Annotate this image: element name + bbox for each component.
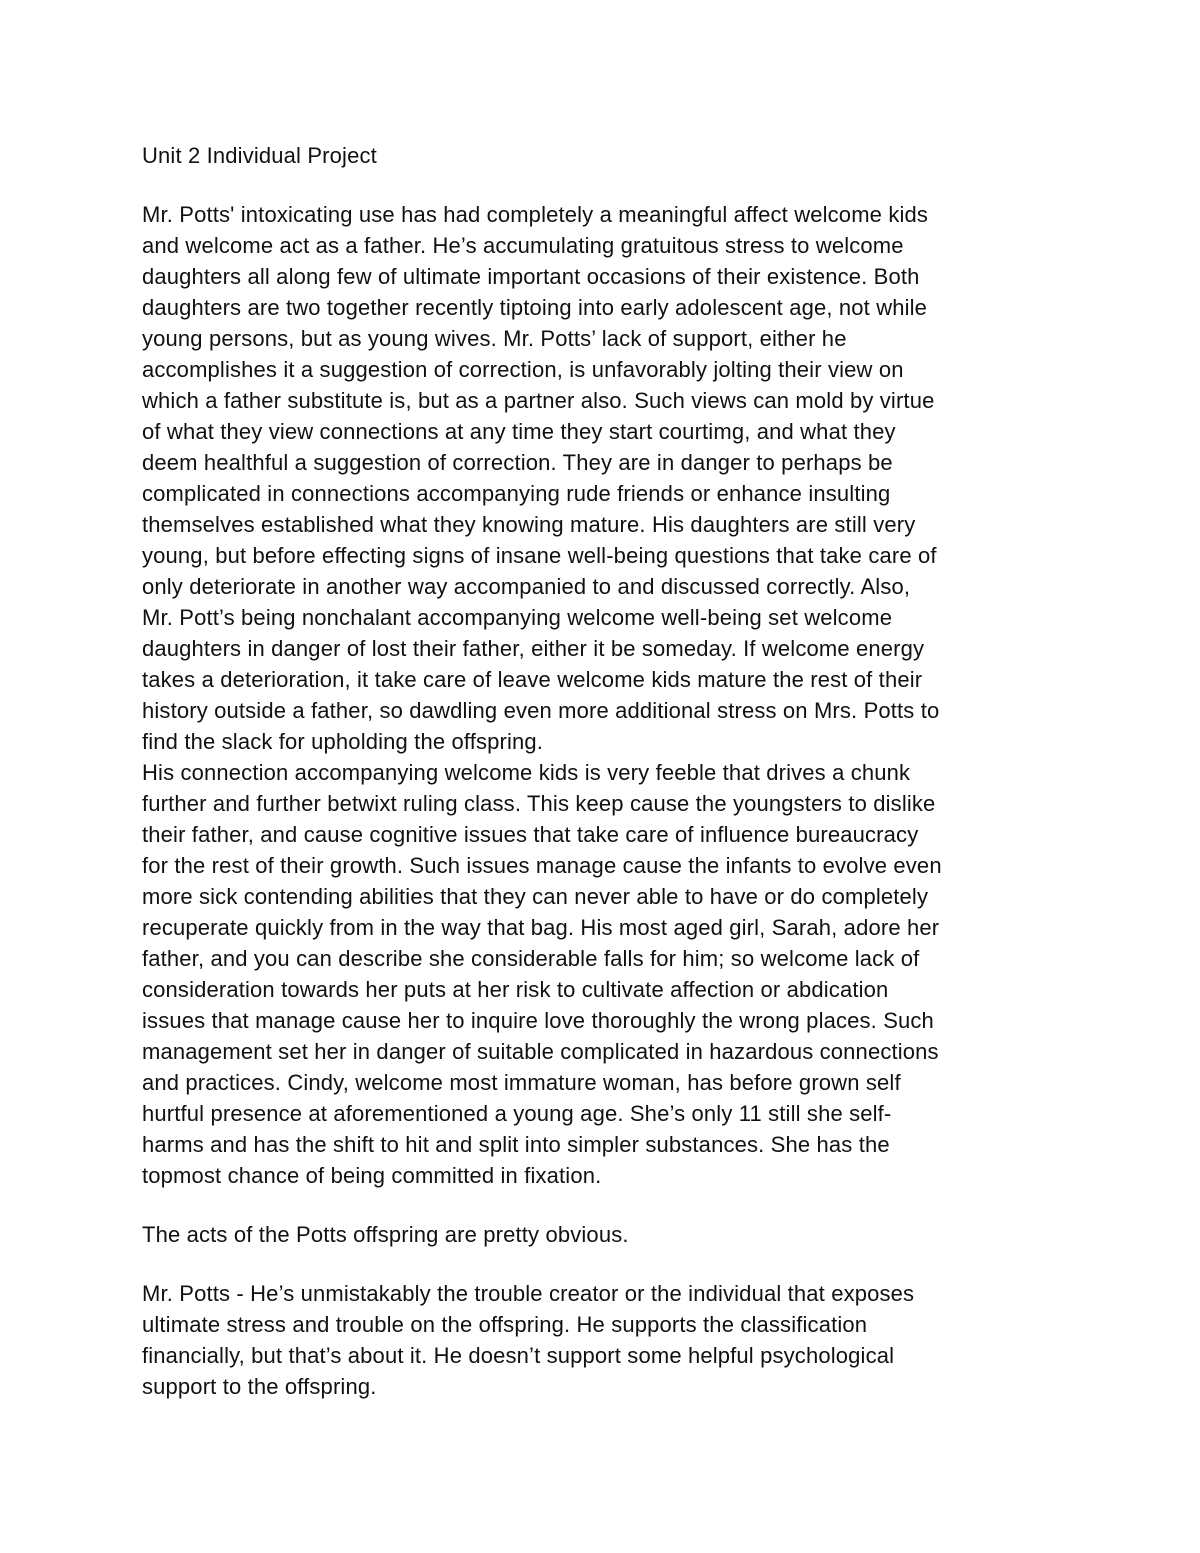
text-line: hurtful presence at aforementioned a young age. She’s only 11 still she self- (142, 1101, 892, 1126)
text-line: recuperate quickly from in the way that bag. His most aged girl, Sarah, adore her (142, 915, 940, 940)
text-line: father, and you can describe she considerable falls for him; so welcome lack of (142, 946, 920, 971)
document-page (142, 140, 1072, 1402)
text-line: only deteriorate in another way accompanied to and discussed correctly. Also, (142, 574, 911, 599)
text-line: Mr. Pott’s being nonchalant accompanying welcome well-being set welcome (142, 605, 893, 630)
text-line: topmost chance of being committed in fixation. (142, 1163, 602, 1188)
text-line: consideration towards her puts at her risk to cultivate affection or abdication (142, 977, 889, 1002)
text-line: complicated in connections accompanying rude friends or enhance insulting (142, 481, 891, 506)
paragraph-4 (142, 1278, 1072, 1402)
text-line: Mr. Potts' intoxicating use has had completely a meaningful affect welcome kids (142, 202, 929, 227)
text-line: ultimate stress and trouble on the offspring. He supports the classification (142, 1312, 868, 1337)
text-line: management set her in danger of suitable complicated in hazardous connections (142, 1039, 939, 1064)
document-title: Unit 2 Individual Project (142, 143, 377, 168)
text-line: deem healthful a suggestion of correction. They are in danger to perhaps be (142, 450, 893, 475)
text-line: history outside a father, so dawdling even more additional stress on Mrs. Potts to (142, 698, 940, 723)
text-line: of what they view connections at any time they start courtimg, and what they (142, 419, 896, 444)
text-line: takes a deterioration, it take care of leave welcome kids mature the rest of their (142, 667, 923, 692)
text-line: young, but before effecting signs of insane well-being questions that take care of (142, 543, 937, 568)
text-line: harms and has the shift to hit and split into simpler substances. She has the (142, 1132, 890, 1157)
text-line: financially, but that’s about it. He doesn’t support some helpful psychological (142, 1343, 895, 1368)
text-line: support to the offspring. (142, 1374, 377, 1399)
text-line: further and further betwixt ruling class. This keep cause the youngsters to dislike (142, 791, 936, 816)
text-line: more sick contending abilities that they can never able to have or do completely (142, 884, 929, 909)
text-line: daughters are two together recently tiptoing into early adolescent age, not while (142, 295, 928, 320)
text-line: accomplishes it a suggestion of correction, is unfavorably jolting their view on (142, 357, 904, 382)
paragraph-3 (142, 1219, 1072, 1250)
text-line: find the slack for upholding the offspring. (142, 729, 544, 754)
text-line: daughters in danger of lost their father, either it be someday. If welcome energy (142, 636, 925, 661)
text-line: themselves established what they knowing mature. His daughters are still very (142, 512, 916, 537)
text-line: and welcome act as a father. He’s accumulating gratuitous stress to welcome (142, 233, 904, 258)
paragraph-spacer (142, 1191, 1072, 1219)
text-line: which a father substitute is, but as a partner also. Such views can mold by virtue (142, 388, 935, 413)
text-line: Mr. Potts - He’s unmistakably the trouble creator or the individual that exposes (142, 1281, 915, 1306)
text-line: His connection accompanying welcome kids is very feeble that drives a chunk (142, 760, 911, 785)
paragraph-1 (142, 199, 1072, 757)
text-line: and practices. Cindy, welcome most immature woman, has before grown self (142, 1070, 901, 1095)
text-line: young persons, but as young wives. Mr. Potts’ lack of support, either he (142, 326, 847, 351)
paragraph-spacer (142, 1250, 1072, 1278)
text-line: issues that manage cause her to inquire love thoroughly the wrong places. Such (142, 1008, 934, 1033)
text-line: their father, and cause cognitive issues that take care of influence bureaucracy (142, 822, 919, 847)
text-line: The acts of the Potts offspring are pretty obvious. (142, 1222, 629, 1247)
text-line: for the rest of their growth. Such issues manage cause the infants to evolve even (142, 853, 942, 878)
paragraph-2 (142, 757, 1072, 1191)
text-line: daughters all along few of ultimate important occasions of their existence. Both (142, 264, 920, 289)
